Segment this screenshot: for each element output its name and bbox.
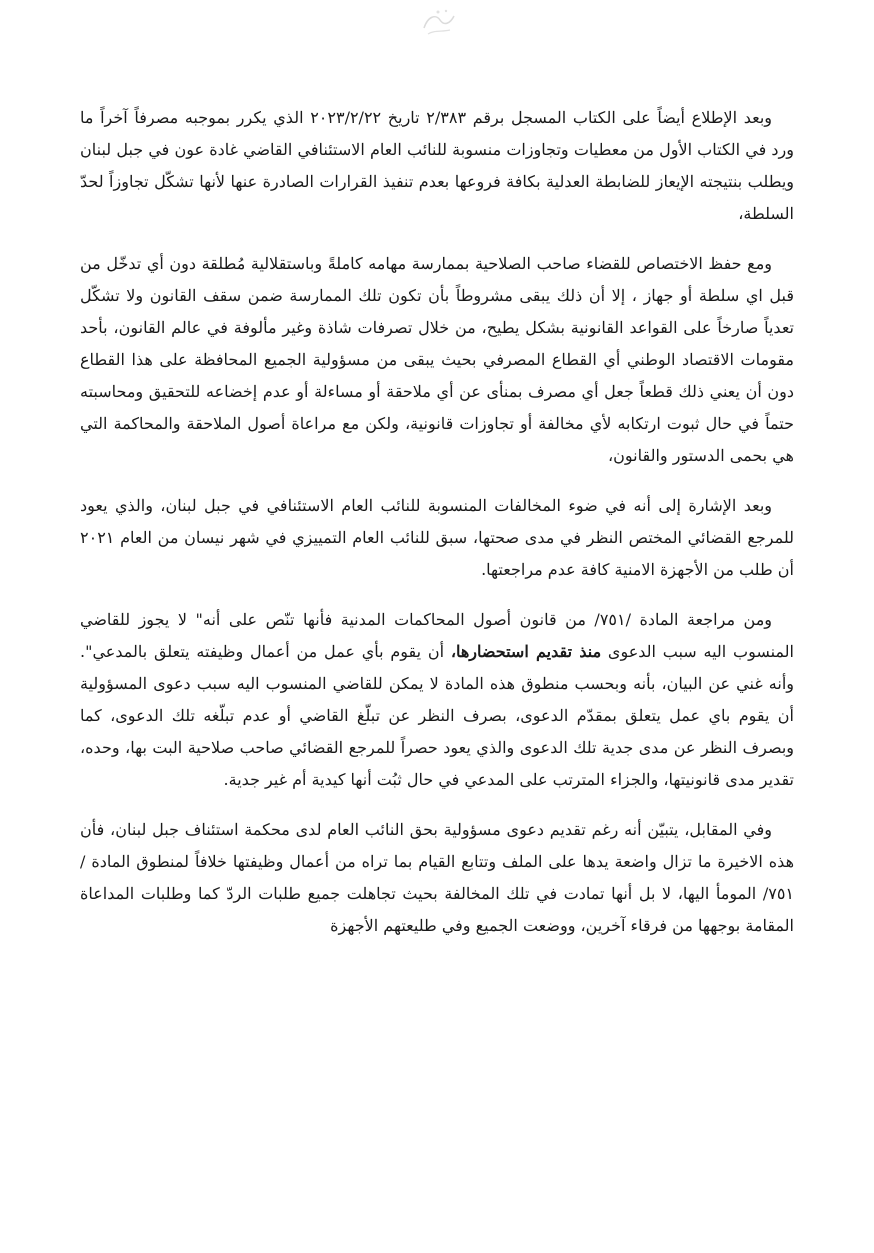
paragraph-text: وفي المقابل، يتبيّن أنه رغم تقديم دعوى مسؤولية بحق النائب العام لدى محكمة استئناف جبل لبنان، فأن هذه الاخيرة ما تزال واضعة يدها على الملف وتتابع القيام بما تراه من أعمال وظيفتها خلافاً لمنطوق المادة /٧٥١/ المومأ اليها، لا بل أنها تمادت في تلك المخالفة بحيث تجاهلت جميع طلبات الردّ كما وطلبات المداعاة المقامة بوجهها من فرقاء آخرين، ووضعت الجميع وفي طليعتهم الأجهزة — [80, 820, 795, 935]
paragraph-text: ومع حفظ الاختصاص للقضاء صاحب الصلاحية بممارسة مهامه كاملةً وباستقلالية مُطلقة دون أي تدخّل من قبل اي سلطة أو جهاز ، إلا أن ذلك يبقى مشروطاً بأن تكون تلك الممارسة ضمن سقف القانون ولا تشكّل تعدياً صارخاً على القواعد القانونية بشكل يطيح، من خلال تصرفات شاذة وغير مألوفة في عالم القانون، بأحد مقومات الاقتصاد الوطني أي القطاع المصرفي بحيث يبقى من مسؤولية الجميع المحافظة على هذا القطاع دون أن يعني ذلك قطعاً جعل أي مصرف بمنأى عن أي ملاحقة أو مساءلة أو عدم إخضاعه للتحقيق ومحاسبته حتماً في حال ثبوت ارتكابه لأي مخالفة أو تجاوزات قانونية، ولكن مع مراعاة أصول الملاحقة والمحاكمة التي هي بحمى الدستور والقانون، — [80, 254, 794, 465]
paragraph-text: وبعد الإطلاع أيضاً على الكتاب المسجل برقم ٢/٣٨٣ تاريخ ٢٠٢٣/٢/٢٢ الذي يكرر بموجبه مصرفاً آخراً ما ورد في الكتاب الأول من معطيات وتجاوزات منسوبة للنائب العام الاستئنافي القاضي غادة عون في جبل لبنان ويطلب بنتيجته الإيعاز للضابطة العدلية بكافة فروعها بعدم تنفيذ القرارات الصادرة عنها لأنها تشكّل تجاوزاً لحدّ السلطة، — [80, 108, 794, 223]
paragraph-bold-text: منذ تقديم استحضارها، — [450, 642, 602, 661]
paragraph-text: أن يقوم بأي عمل من أعمال وظيفته يتعلق بالمدعي". وأنه غني عن البيان، بأنه وبحسب منطوق هذه المادة لا يمكن للقاضي المنسوب اليه سبب دعوى المسؤولية أن يقوم باي عمل يتعلق بمقدّم الدعوى، بصرف النظر عن تبلّغ القاضي أو عدم تبلّغه تلك الدعوى، كما وبصرف النظر عن مدى جدية تلك الدعوى والذي يعود حصراً للمرجع القضائي صاحب صلاحية البت بها، وحده، تقدير مدى قانونيتها، والجزاء المترتب على المدعي في حال ثبُت أنها كيدية أم غير جدية. — [80, 642, 794, 789]
paragraph-1 — [80, 102, 794, 230]
paragraph-3 — [80, 490, 794, 586]
paragraph-text: ومن مراجعة المادة /٧٥١/ من قانون أصول المحاكمات المدنية فأنها تنّص على أنه" لا يجوز للقاضي المنسوب اليه سبب الدعوى — [80, 610, 795, 661]
paragraph-text: وبعد الإشارة إلى أنه في ضوء المخالفات المنسوبة للنائب العام الاستئنافي في جبل لبنان، والذي يعود للمرجع القضائي المختص النظر في مدى صحتها، سبق للنائب العام التمييزي في شهر نيسان من العام ٢٠٢١ أن طلب من الأجهزة الامنية كافة عدم مراجعتها. — [80, 496, 794, 579]
paragraph-2 — [80, 248, 794, 472]
seal-icon — [418, 6, 460, 42]
paragraph-5 — [80, 814, 794, 942]
paragraph-4 — [80, 604, 794, 796]
document-body — [80, 102, 794, 960]
